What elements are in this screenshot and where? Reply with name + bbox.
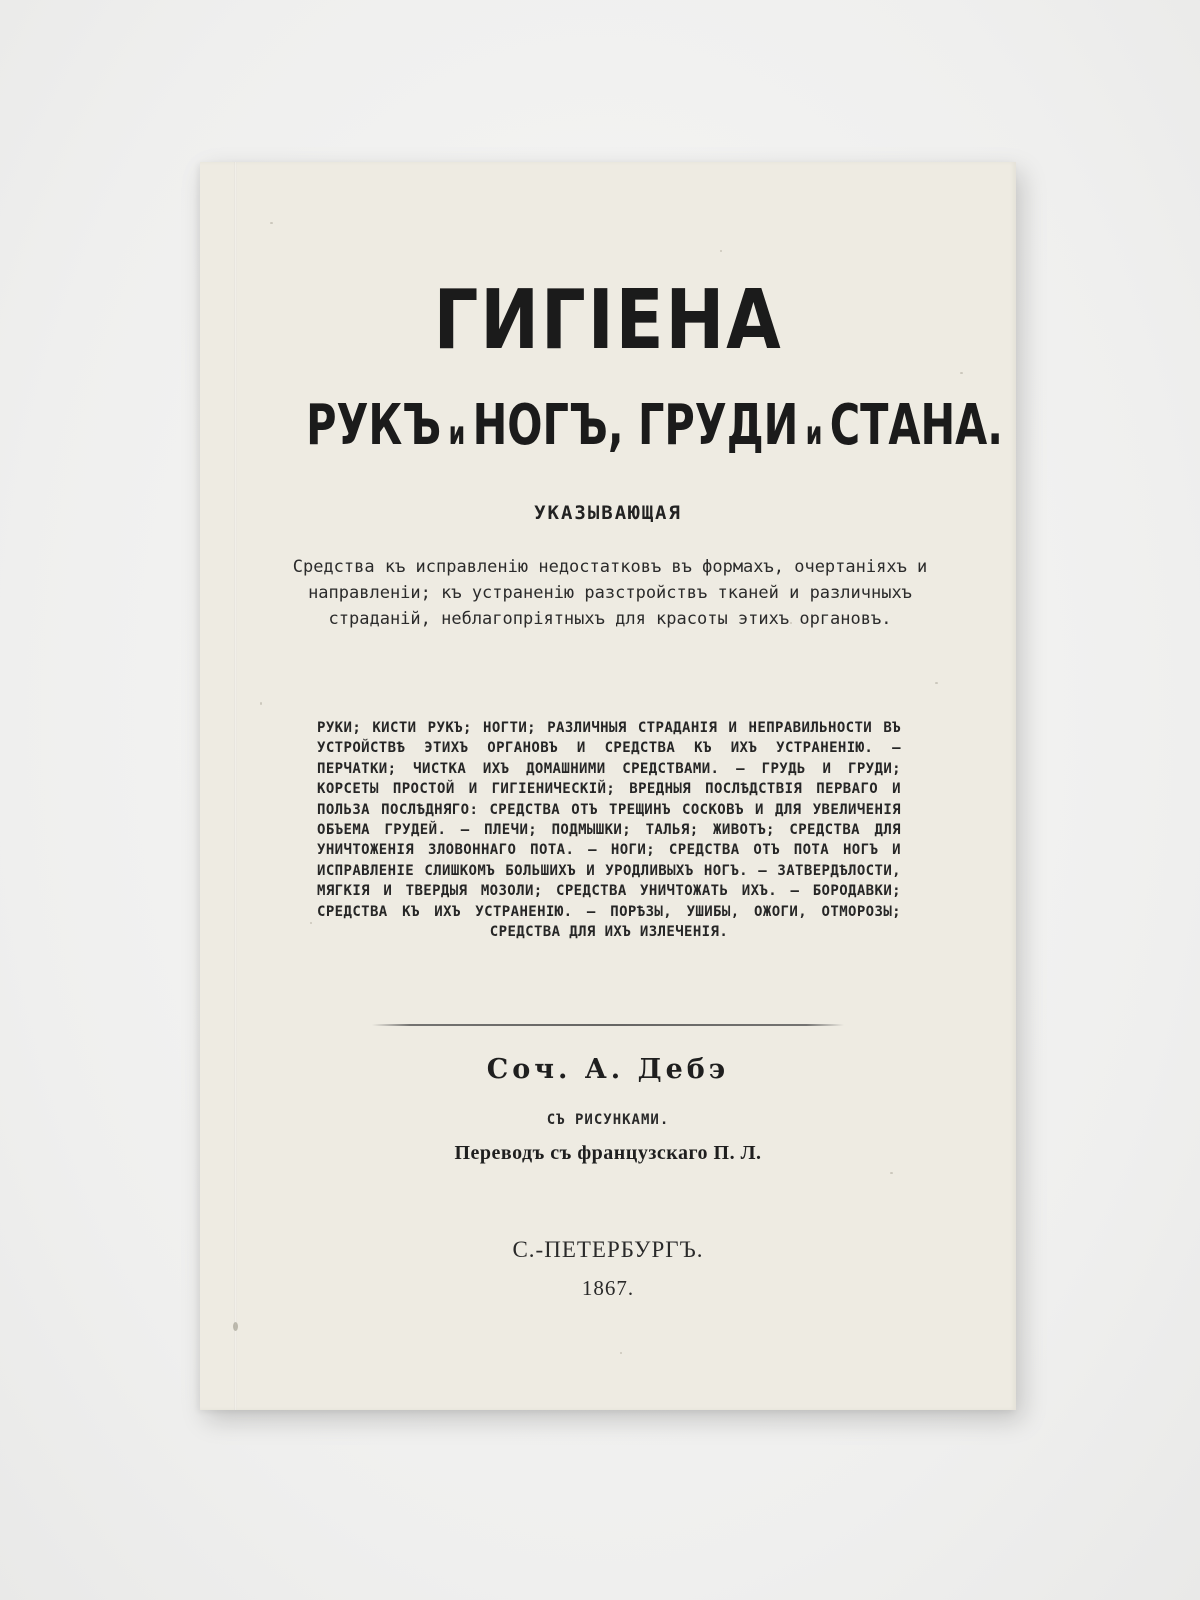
paper-speck [620, 1352, 622, 1354]
book-cover [200, 162, 1016, 1410]
paper-speck [720, 250, 722, 252]
publication-city: С.-ПЕТЕРБУРГЪ. [512, 1237, 704, 1262]
translation-note: Переводъ съ французскаго П. Л. [454, 1142, 762, 1164]
subtitle-figure: СТАНА. [829, 393, 1003, 458]
paper-speck [260, 702, 262, 705]
divider-rule [372, 1024, 844, 1026]
subtitle-and: и [448, 414, 466, 452]
subtitle-legs-chest: НОГЪ, ГРУДИ [472, 393, 799, 458]
subtitle-hands: РУКЪ [306, 393, 442, 458]
cover-subtitle [306, 393, 1003, 458]
paper-speck [935, 682, 938, 684]
author-line: Соч. А. Дебэ [486, 1054, 730, 1085]
indicating-label: УКАЗЫВАЮЩАЯ [534, 502, 682, 524]
paper-speck [960, 372, 963, 374]
contents-paragraph: РУКИ; КИСТИ РУКЪ; НОГТИ; РАЗЛИЧНЫЯ СТРАДАНІЯ И НЕПРАВИЛЬНОСТИ ВЪ УСТРОЙСТВѢ ЭТИХЪ ОРГАНОВЪ И СРЕДСТВА КЪ ИХЪ УСТРАНЕНІЮ. — ПЕРЧАТКИ; ЧИСТКА ИХЪ ДОМАШНИМИ СРЕДСТВАМИ. — ГРУДЬ И ГРУДИ; КОРСЕТЫ ПРОСТОЙ И ГИГІЕНИЧЕСКІЙ; ВРЕДНЫЯ ПОСЛѢДСТВІЯ ПЕРВАГО И ПОЛЬЗА ПОСЛѢДНЯГО: СРЕДСТВА ОТЪ ТРЕЩИНЪ СОСКОВЪ И ДЛЯ УВЕЛИЧЕНІЯ ОБЪЕМА ГРУДЕЙ. — ПЛЕЧИ; ПОДМЫШКИ; ТАЛЬЯ; ЖИВОТЪ; СРЕДСТВА ДЛЯ УНИЧТОЖЕНІЯ ЗЛОВОННАГО ПОТА. — НОГИ; СРЕДСТВА ОТЪ ПОТА НОГЪ И ИСПРАВЛЕНІЕ СЛИШКОМЪ БОЛЬШИХЪ И УРОДЛИВЫХЪ НОГЪ. — ЗАТВЕРДѢЛОСТИ, МЯГКІЯ И ТВЕРДЫЯ МОЗОЛИ; СРЕДСТВА УНИЧТОЖАТЬ ИХЪ. — БОРОДАВКИ; СРЕДСТВА КЪ ИХЪ УСТРАНЕНІЮ. — ПОРѢЗЫ, УШИБЫ, ОЖОГИ, ОТМОРОЗЫ; СРЕДСТВА ДЛЯ ИХЪ ИЗЛЕЧЕНІЯ. [317, 720, 901, 941]
illustrations-note: СЪ РИСУНКАМИ. [546, 1112, 670, 1128]
cover-title: ГИГІЕНА [433, 273, 783, 368]
paper-speck [310, 922, 312, 924]
subtitle-and: и [805, 414, 823, 452]
paper-speck [890, 1172, 893, 1174]
paper-speck [270, 222, 273, 224]
publication-year: 1867. [581, 1276, 635, 1300]
description-paragraph: Средства къ исправленію недостатковъ въ формахъ, очертаніяхъ и направленіи; къ устраненію разстройствъ тканей и различныхъ страданій, неблагопріятныхъ для красоты этихъ органовъ. [292, 557, 928, 629]
paper-speck [233, 1322, 238, 1331]
